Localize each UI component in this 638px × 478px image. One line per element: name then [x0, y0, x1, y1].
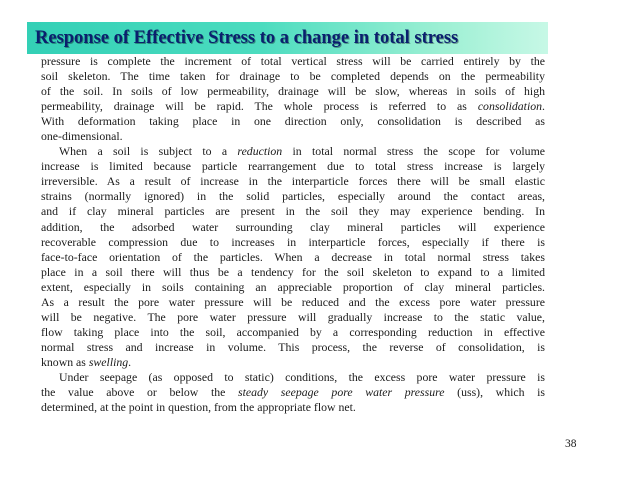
text-line: permeability, drainage will be rapid. The whole process is referred to as consolidation. [41, 99, 545, 114]
emphasis-consolidation: consolidation [477, 99, 543, 114]
text-line: extent, especially in soils containing an appreciable proportion of clay mineral particles. [41, 279, 545, 294]
emphasis-steady-seepage: steady seepage pore water pressure [238, 385, 445, 400]
text-line: addition, the adsorbed water surrounding clay mineral particles will experience [41, 219, 545, 234]
emphasis-reduction: reduction [237, 144, 283, 159]
text-line: known as swelling. [41, 354, 132, 369]
text-line: As a result the pore water pressure will be reduced and the excess pore water pressure [41, 294, 545, 309]
text-line: increase is limited because particle rearrangement due to total stress increase is largely [41, 159, 545, 174]
text-line: With deformation taking place in one direction only, consolidation is described as [41, 114, 545, 129]
text-line: strains (normally ignored) in the solid particles, especially around the contact areas, [41, 189, 545, 204]
text-line: soil skeleton. The time taken for drainage to be completed depends on the permeability [41, 69, 545, 84]
text-line: of the soil. In soils of low permeability, drainage will be slow, whereas in soils of high [41, 84, 545, 99]
text-line: will be negative. The pore water pressure will gradually increase to the static value, [41, 309, 545, 324]
text-line: one-dimensional. [41, 129, 123, 144]
text-line: pressure is complete the increment of total vertical stress will be carried entirely by the [41, 54, 545, 68]
text-line: irreversible. As a result of increase in the interparticle forces there will be small elastic [41, 174, 545, 189]
text-line: normal stress and increase in volume. This process, the reverse of consolidation, is [41, 339, 545, 354]
text-line: face-to-face orientation of the particles. When a decrease in total normal stress takes [41, 249, 545, 264]
document-body [41, 54, 545, 415]
text-line: Under seepage (as opposed to static) conditions, the excess pore water pressure is [59, 369, 545, 384]
text-line: determined, at the point in question, from the appropriate flow net. [41, 400, 356, 415]
text-line: place in a soil there will thus be a tendency for the soil skeleton to expand to a limited [41, 264, 545, 279]
emphasis-swelling: swelling [88, 354, 129, 369]
slide-title-bar [27, 22, 548, 54]
text-line: the value above or below the steady seepage pore water pressure (uss), which is [41, 385, 546, 400]
text-line: When a soil is subject to a reduction in total normal stress the scope for volume [59, 144, 545, 159]
text-line: flow taking place into the soil, accompanied by a corresponding reduction in effective [41, 324, 545, 339]
slide-title: Response of Effective Stress to a change in total stress [35, 27, 459, 48]
text-line: and if clay mineral particles are present in the soil they may experience bending. In [41, 204, 545, 219]
page-number: 38 [565, 438, 577, 450]
text-line: recoverable compression due to increases in interparticle forces, especially if there is [41, 234, 545, 249]
